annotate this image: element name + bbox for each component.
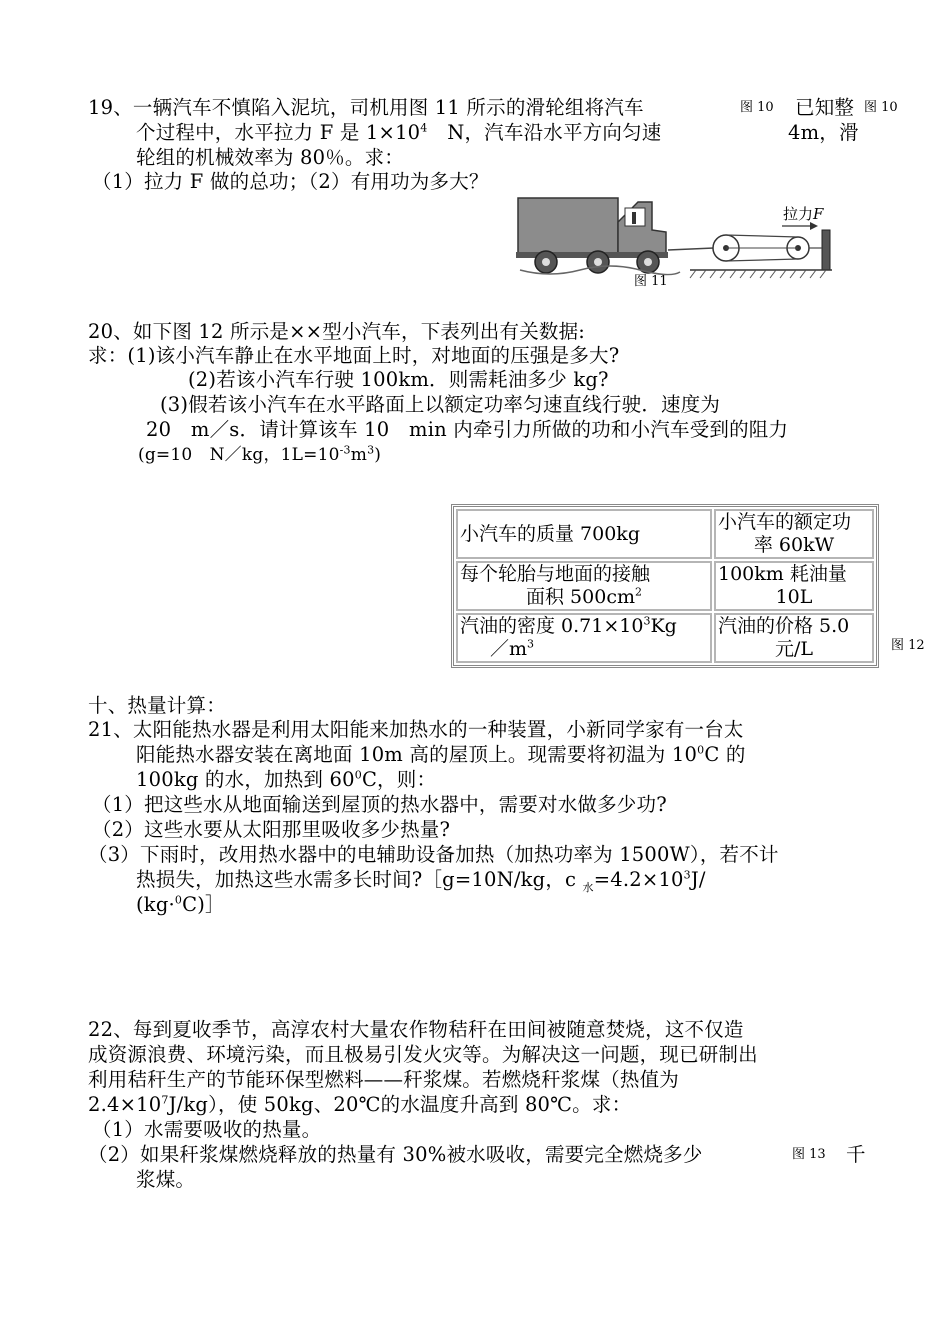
fixed-post [822, 230, 830, 270]
q21-line-2: 阳能热水器安装在离地面 10m 高的屋顶上。现需要将初温为 $10^0C$ 的 [136, 743, 746, 766]
q19-line-2: 个过程中，水平拉力 F 是 $1\times 10^4$ N，汽车沿水平方向匀速 [136, 121, 662, 144]
fig13-label: 图 13 [792, 1147, 826, 1162]
table-cell: 小汽车的额定功 率 60kW [714, 509, 874, 559]
table-cell: 100km 耗油量 10L [714, 561, 874, 611]
q19-line-1: 19、一辆汽车不慎陷入泥坑，司机用图 11 所示的滑轮组将汽车 [88, 96, 644, 119]
q20-line-2: 求：(1)该小汽车静止在水平地面上时，对地面的压强是多大? [88, 344, 620, 367]
q22-line-1: 22、每到夏收季节，高淳农村大量农作物秸秆在田间被随意焚烧，这不仅造 [88, 1018, 744, 1041]
q19-line-2-tail: 4m，滑 [788, 121, 859, 144]
table-row [456, 613, 874, 663]
rope [668, 248, 714, 250]
q22-line-6: （2）如果秆浆煤燃烧释放的热量有 30%被水吸收，需要完全燃烧多少 [88, 1143, 703, 1166]
q22-line-7: 浆煤。 [136, 1168, 196, 1191]
q21-line-4: （1）把这些水从地面输送到屋顶的热水器中，需要对水做多少功? [92, 793, 667, 816]
table-cell: 小汽车的质量 700kg [456, 509, 712, 559]
q19-line-3: 轮组的机械效率为 80％。求： [136, 146, 405, 169]
table-row [456, 561, 874, 611]
q22-line-6-tail: 千 [846, 1143, 866, 1166]
fig10-label-b: 图 10 [864, 100, 898, 115]
q21-line-7: 热损失，加热这些水需多长时间?［g=10N/kg，c $_水=4.2\times 10^3J/$ [136, 868, 706, 894]
q20-line-5: 20 m／s．请计算该车 10 min 内牵引力所做的功和小汽车受到的阻力 [146, 418, 789, 441]
fig10-label-a: 图 10 [740, 100, 774, 115]
q21-line-6: （3）下雨时，改用热水器中的电辅助设备加热（加热功率为 1500W），若不计 [88, 843, 779, 866]
q22-line-2: 成资源浪费、环境污染，而且极易引发火灾等。为解决这一问题，现已研制出 [88, 1043, 758, 1066]
table-row [456, 509, 874, 559]
q21-line-3: 100kg 的水，加热到 $60^0C$，则： [136, 768, 437, 791]
q20-line-6: (g=10 N／kg，$1L=10^{-3}m^3$) [138, 443, 382, 465]
q22-line-3: 利用秸秆生产的节能环保型燃料——秆浆煤。若燃烧秆浆煤（热值为 [88, 1068, 680, 1091]
q19-line-1-tail: 已知整 [795, 96, 855, 119]
section-10-title: 十、热量计算： [88, 694, 226, 717]
table-cell: 汽油的密度 $0.71\times 10^3Kg$ $/m^3$ [456, 613, 712, 663]
table-cell: 每个轮胎与地面的接触 面积 $500cm^2$ [456, 561, 712, 611]
q21-line-5: （2）这些水要从太阳那里吸收多少热量? [92, 818, 451, 841]
q22-line-4: $2.4\times 10^7J/kg$），使 50kg、20℃的水温度升高到 80℃。求： [88, 1093, 632, 1116]
q19-line-4: （1）拉力 F 做的总功；（2）有用功为多大？ [92, 170, 489, 193]
car-spec-table [451, 504, 879, 668]
q21-line-1: 21、太阳能热水器是利用太阳能来加热水的一种装置，小新同学家有一台太 [88, 718, 744, 741]
table-cell: 汽油的价格 5.0 元/L [714, 613, 874, 663]
fig11-label: 图 11 [634, 274, 668, 289]
force-label: 拉力F [783, 205, 824, 223]
q21-line-8: (kg·$^0$C)］ [136, 893, 225, 916]
fig12-label: 图 12 [891, 638, 925, 653]
truck-cargo-box [518, 198, 618, 256]
q20-line-4: (3)假若该小汽车在水平路面上以额定功率匀速直线行驶．速度为 [160, 393, 721, 416]
q22-line-5: （1）水需要吸收的热量。 [92, 1118, 322, 1141]
q20-line-1: 20、如下图 12 所示是××型小汽车，下表列出有关数据: [88, 320, 586, 343]
q20-line-3: (2)若该小汽车行驶 100km．则需耗油多少 kg? [188, 368, 609, 391]
